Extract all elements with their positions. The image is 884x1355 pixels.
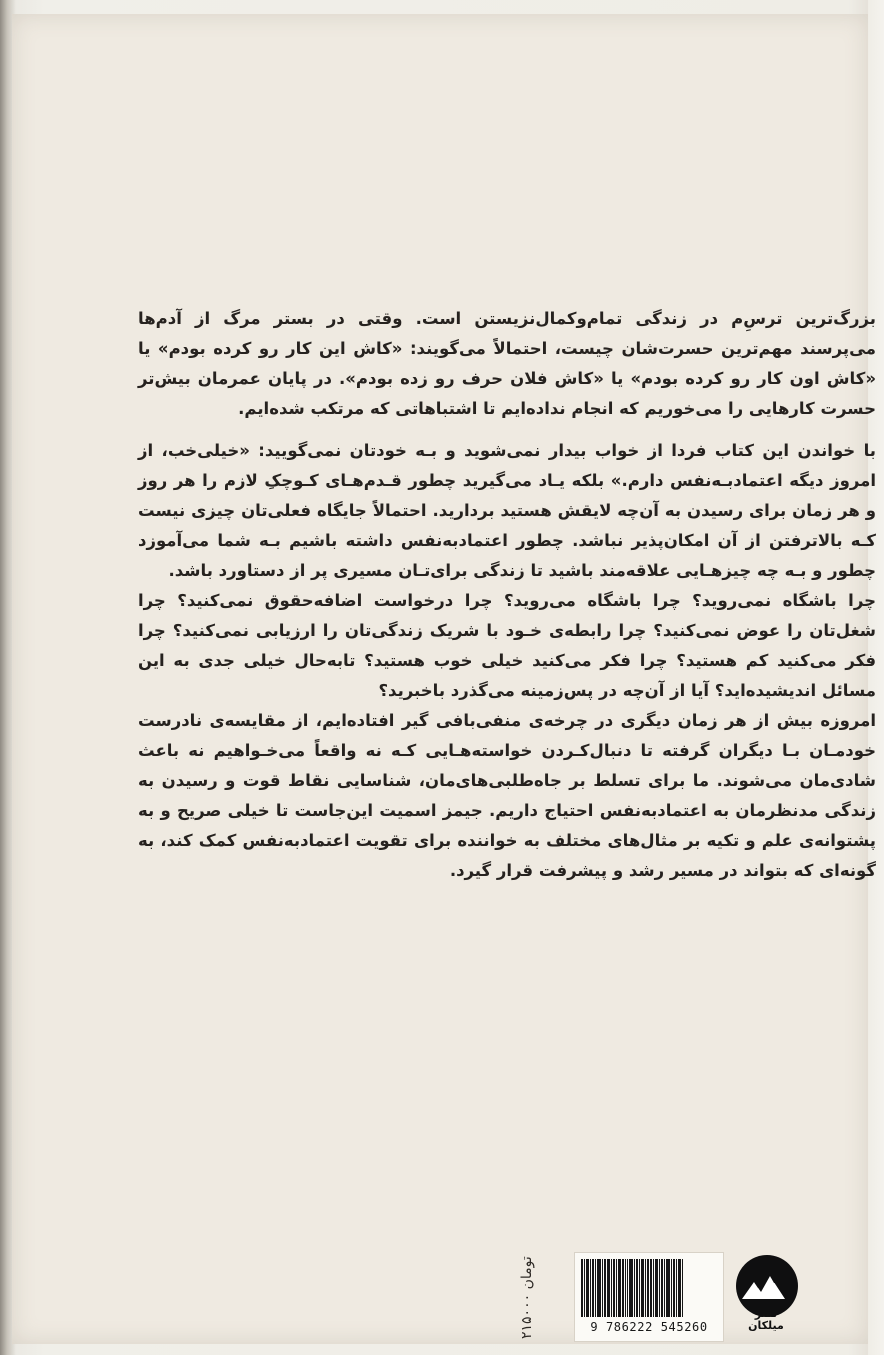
blurb-paragraph-1: بزرگ‌ترین ترس‌ِم در زندگی تمام‌وکمال‌نزیستن است. وقتی در بستر مرگ از آدم‌ها می‌پرسند مهم‌ترین حسرت‌شان چیست، احتمالاً می‌گویند: «کاش این کار رو کرده بودم» یا «کاش اون کار رو کرده بودم» یا «کاش فلان حرف رو زده بودم». در پایان عمرمان بیش‌تر حسرت کارهایی را می‌خوریم که انجام نداده‌ایم تا اشتباهاتی که مرتکب شده‌ایم. [138, 309, 876, 418]
publisher-logo [728, 1252, 806, 1340]
blurb-paragraph-4: امروزه بیش از هر زمان دیگری در چرخه‌ی منفی‌بافی گیر افتاده‌ایم، از مقایسه‌ی نادرست خودمـان بـا دیگران گرفته تا دنبال‌کـردن خواسته‌هـایی کـه نه واقعاً می‌خـواهیم نه باعث شادی‌مان می‌شوند. ما برای تسلط بر جاه‌طلبی‌های‌مان، شناسایی نقاط قوت و رسیدن به زندگی مدنظرمان به اعتمادبه‌نفس احتیاج داریم. جیمز اسمیت این‌جاست تا خیلی صریح و به پشتوانه‌ی علم و تکیه بر مثال‌های مختلف به خواننده برای تقویت اعتمادبه‌نفس کمک کند، به گونه‌ای که بتواند در مسیر رشد و پیشرفت قرار گیرد. [138, 711, 876, 880]
isbn-barcode [574, 1252, 724, 1342]
barcode-bars [581, 1259, 717, 1317]
blurb-paragraph-2: با خواندن این کتاب فردا از خواب بیدار نمی‌شوید و بـه خودتان نمی‌گویید: «خیلی‌خب، از امروز دیگه اعتمادبـه‌نفس دارم.» بلکه یـاد می‌گیرید چطور قـدم‌هـای کـوچکِ لازم را هر روز و هر زمان برای رسیدن به آن‌چه لایقش هستید بردارید. احتمالاً جایگاه فعلی‌تان چیزی نیست کـه بالاترفتن از آن امکان‌پذیر نباشد. چطور اعتمادبه‌نفس داشته باشیم بـه شما می‌آموزد چطور و بـه چه چیزهـایی علاقه‌مند باشید تا زندگی برای‌تـان مسیری پر از دستاورد باشد. [138, 441, 876, 580]
price-label: ۲۱۵۰۰۰ تومان [519, 1256, 535, 1340]
back-cover-blurb [138, 304, 876, 886]
barcode-number: 9 786222 545260 [590, 1320, 708, 1334]
barcode-area [519, 1250, 809, 1346]
blurb-paragraph-3: چرا باشگاه نمی‌روید؟ چرا باشگاه می‌روید؟ چرا درخواست اضافه‌حقوق نمی‌کنید؟ چرا شغل‌تان را عوض نمی‌کنید؟ چرا رابطه‌ی خـود با شریک زندگی‌تان را ارزیابی نمی‌کنید؟ چرا فکر می‌کنید کم هستید؟ چرا فکر می‌کنید خیلی خوب هستید؟ تابه‌حال خیلی جدی به این مسائل اندیشیده‌اید؟ آیا از آن‌چه در پس‌زمینه می‌گذرد باخبرید؟ [138, 591, 876, 700]
back-cover [12, 14, 876, 1344]
publisher-name: نشر میلکان [748, 1307, 784, 1332]
